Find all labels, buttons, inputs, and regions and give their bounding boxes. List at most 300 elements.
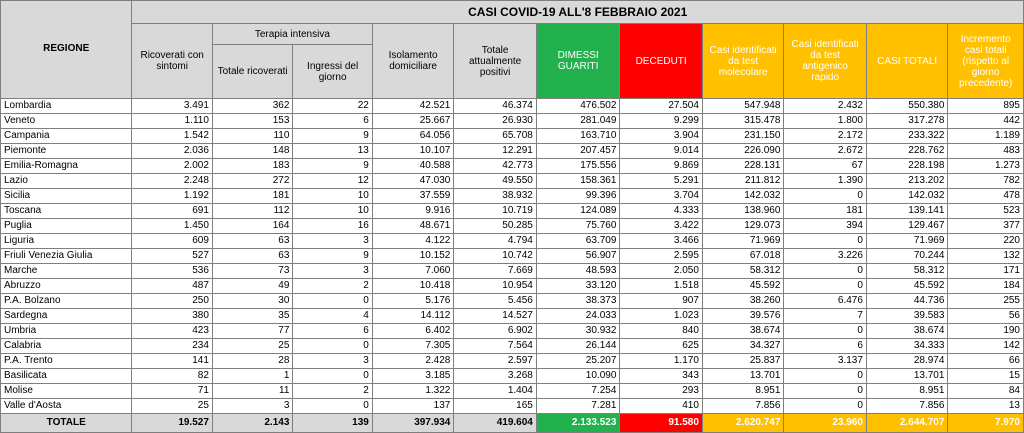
positivi-cell: 26.930 — [454, 114, 537, 129]
totale-ricoverati-cell: 63 — [212, 249, 292, 264]
regione-header-cell — [1, 1, 132, 99]
incremento-cell: 1.189 — [948, 129, 1024, 144]
isolamento-cell: 2.428 — [372, 354, 454, 369]
deceduti-cell: 9.869 — [620, 159, 703, 174]
deceduti-cell: 625 — [620, 339, 703, 354]
terapia-intensiva-header: Terapia intensiva — [212, 24, 372, 45]
ricoverati-cell: 2.248 — [132, 174, 212, 189]
positivi-cell: 38.932 — [454, 189, 537, 204]
casi-totali-header: CASI TOTALI — [866, 24, 948, 99]
ricoverati-cell: 141 — [132, 354, 212, 369]
ingressi-cell: 9 — [293, 159, 372, 174]
regione-cell: Lazio — [1, 174, 132, 189]
deceduti-cell: 3.904 — [620, 129, 703, 144]
molecolare-cell: 39.576 — [702, 309, 784, 324]
ricoverati-header: Ricoverati con sintomi — [132, 24, 212, 99]
positivi-cell: 14.527 — [454, 309, 537, 324]
molecolare-cell: 13.701 — [702, 369, 784, 384]
totale-ricoverati-cell: 73 — [212, 264, 292, 279]
table-row — [1, 354, 1024, 369]
molecolare-cell: 129.073 — [702, 219, 784, 234]
table-row — [1, 189, 1024, 204]
table-row — [1, 144, 1024, 159]
positivi-cell: 2.597 — [454, 354, 537, 369]
ingressi-cell: 10 — [293, 189, 372, 204]
casi-totali-cell: 13.701 — [866, 369, 948, 384]
antigenico-cell: 6 — [784, 339, 867, 354]
ingressi-cell: 2 — [293, 384, 372, 399]
ingressi-cell: 16 — [293, 219, 372, 234]
ricoverati-cell: 1.110 — [132, 114, 212, 129]
ricoverati-cell: 250 — [132, 294, 212, 309]
dimessi-cell: 99.396 — [536, 189, 620, 204]
dimessi-cell: 175.556 — [536, 159, 620, 174]
antigenico-cell: 2.672 — [784, 144, 867, 159]
deceduti-cell: 1.170 — [620, 354, 703, 369]
molecolare-cell: 58.312 — [702, 264, 784, 279]
isolamento-cell: 1.322 — [372, 384, 454, 399]
incremento-cell: 895 — [948, 99, 1024, 114]
molecolare-cell: 38.674 — [702, 324, 784, 339]
incremento-cell: 255 — [948, 294, 1024, 309]
incremento-cell: 483 — [948, 144, 1024, 159]
table-row — [1, 264, 1024, 279]
dimessi-cell: 281.049 — [536, 114, 620, 129]
table-body — [1, 99, 1024, 433]
totale-ricoverati-cell: 272 — [212, 174, 292, 189]
positivi-cell: 49.550 — [454, 174, 537, 189]
ricoverati-cell: 487 — [132, 279, 212, 294]
regione-cell: Calabria — [1, 339, 132, 354]
ingressi-cell: 0 — [293, 399, 372, 414]
antigenico-cell: 3.226 — [784, 249, 867, 264]
positivi-cell: 5.456 — [454, 294, 537, 309]
molecolare-cell: 7.856 — [702, 399, 784, 414]
positivi-cell: 7.564 — [454, 339, 537, 354]
ingressi-cell: 3 — [293, 234, 372, 249]
ricoverati-cell: 527 — [132, 249, 212, 264]
positivi-cell: 1.404 — [454, 384, 537, 399]
deceduti-cell: 343 — [620, 369, 703, 384]
ingressi-cell: 9 — [293, 129, 372, 144]
isolamento-cell: 3.185 — [372, 369, 454, 384]
regione-cell: Abruzzo — [1, 279, 132, 294]
table-row — [1, 369, 1024, 384]
antigenico-cell: 0 — [784, 264, 867, 279]
dimessi-cell: 7.254 — [536, 384, 620, 399]
dimessi-cell: 56.907 — [536, 249, 620, 264]
antigenico-cell: 3.137 — [784, 354, 867, 369]
ricoverati-cell: 691 — [132, 204, 212, 219]
incremento-cell: 523 — [948, 204, 1024, 219]
casi-totali-cell: 228.198 — [866, 159, 948, 174]
molecolare-cell: 45.592 — [702, 279, 784, 294]
molecolare-cell: 38.260 — [702, 294, 784, 309]
ingressi-cell: 6 — [293, 114, 372, 129]
incremento-cell: 377 — [948, 219, 1024, 234]
positivi-cell: 12.291 — [454, 144, 537, 159]
deceduti-cell: 293 — [620, 384, 703, 399]
isolamento-cell: 137 — [372, 399, 454, 414]
incremento-cell: 56 — [948, 309, 1024, 324]
incremento-cell: 13 — [948, 399, 1024, 414]
incremento-cell: 132 — [948, 249, 1024, 264]
positivi-header: Totale attualmente positivi — [454, 24, 537, 99]
casi-totali-cell: 70.244 — [866, 249, 948, 264]
molecolare-cell: 34.327 — [702, 339, 784, 354]
deceduti-cell: 2.595 — [620, 249, 703, 264]
ricoverati-cell: 1.450 — [132, 219, 212, 234]
isolamento-cell: 40.588 — [372, 159, 454, 174]
isolamento-cell: 10.107 — [372, 144, 454, 159]
casi-totali-cell: 7.856 — [866, 399, 948, 414]
totale-ricoverati-cell: 11 — [212, 384, 292, 399]
casi-totali-cell: 8.951 — [866, 384, 948, 399]
regione-cell: Marche — [1, 264, 132, 279]
ricoverati-cell: 536 — [132, 264, 212, 279]
dimessi-cell: 124.089 — [536, 204, 620, 219]
antigenico-cell: 2.172 — [784, 129, 867, 144]
molecolare-cell: 8.951 — [702, 384, 784, 399]
table-row — [1, 219, 1024, 234]
regione-cell: Puglia — [1, 219, 132, 234]
casi-totali-cell: 129.467 — [866, 219, 948, 234]
table-row — [1, 234, 1024, 249]
positivi-cell: 7.669 — [454, 264, 537, 279]
regione-cell: Umbria — [1, 324, 132, 339]
total-totale-ricoverati-cell: 2.143 — [212, 414, 292, 433]
isolamento-cell: 9.916 — [372, 204, 454, 219]
regione-cell: Toscana — [1, 204, 132, 219]
isolamento-cell: 14.112 — [372, 309, 454, 324]
totale-ricoverati-cell: 153 — [212, 114, 292, 129]
totale-ricoverati-cell: 3 — [212, 399, 292, 414]
molecolare-cell: 547.948 — [702, 99, 784, 114]
regione-cell: P.A. Trento — [1, 354, 132, 369]
antigenico-cell: 6.476 — [784, 294, 867, 309]
incremento-cell: 66 — [948, 354, 1024, 369]
incremento-cell: 171 — [948, 264, 1024, 279]
molecolare-cell: 231.150 — [702, 129, 784, 144]
regione-cell: Campania — [1, 129, 132, 144]
ingressi-header: Ingressi del giorno — [293, 45, 372, 99]
deceduti-cell: 9.299 — [620, 114, 703, 129]
ingressi-cell: 12 — [293, 174, 372, 189]
dimessi-cell: 207.457 — [536, 144, 620, 159]
incremento-cell: 442 — [948, 114, 1024, 129]
ricoverati-cell: 234 — [132, 339, 212, 354]
casi-totali-cell: 233.322 — [866, 129, 948, 144]
dimessi-cell: 75.760 — [536, 219, 620, 234]
antigenico-header: Casi identificati da test antigenico rapido — [784, 24, 867, 99]
deceduti-cell: 3.704 — [620, 189, 703, 204]
totale-ricoverati-header: Totale ricoverati — [212, 45, 292, 99]
total-regione-cell: TOTALE — [1, 414, 132, 433]
totale-ricoverati-cell: 1 — [212, 369, 292, 384]
ingressi-cell: 6 — [293, 324, 372, 339]
dimessi-cell: 48.593 — [536, 264, 620, 279]
dimessi-cell: 25.207 — [536, 354, 620, 369]
table-row — [1, 174, 1024, 189]
positivi-cell: 46.374 — [454, 99, 537, 114]
incremento-cell: 15 — [948, 369, 1024, 384]
isolamento-cell: 7.060 — [372, 264, 454, 279]
isolamento-cell: 25.667 — [372, 114, 454, 129]
regione-header: REGIONE — [43, 43, 90, 55]
positivi-cell: 50.285 — [454, 219, 537, 234]
ricoverati-cell: 3.491 — [132, 99, 212, 114]
incremento-header: Incremento casi totali (rispetto al giorno precedente) — [948, 24, 1024, 99]
molecolare-cell: 71.969 — [702, 234, 784, 249]
deceduti-cell: 4.333 — [620, 204, 703, 219]
incremento-cell: 782 — [948, 174, 1024, 189]
incremento-cell: 1.273 — [948, 159, 1024, 174]
table-row — [1, 279, 1024, 294]
deceduti-cell: 3.422 — [620, 219, 703, 234]
casi-totali-cell: 71.969 — [866, 234, 948, 249]
totale-ricoverati-cell: 148 — [212, 144, 292, 159]
regione-cell: Liguria — [1, 234, 132, 249]
dimessi-cell: 158.361 — [536, 174, 620, 189]
ingressi-cell: 9 — [293, 249, 372, 264]
molecolare-cell: 138.960 — [702, 204, 784, 219]
deceduti-cell: 1.518 — [620, 279, 703, 294]
dimessi-cell: 38.373 — [536, 294, 620, 309]
antigenico-cell: 0 — [784, 369, 867, 384]
casi-totali-cell: 45.592 — [866, 279, 948, 294]
casi-totali-cell: 142.032 — [866, 189, 948, 204]
totale-ricoverati-cell: 28 — [212, 354, 292, 369]
total-dimessi-cell: 2.133.523 — [536, 414, 620, 433]
incremento-cell: 142 — [948, 339, 1024, 354]
total-casi-totali-cell: 2.644.707 — [866, 414, 948, 433]
casi-totali-cell: 44.736 — [866, 294, 948, 309]
totale-ricoverati-cell: 49 — [212, 279, 292, 294]
dimessi-cell: 476.502 — [536, 99, 620, 114]
dimessi-cell: 30.932 — [536, 324, 620, 339]
table-row — [1, 294, 1024, 309]
deceduti-cell: 2.050 — [620, 264, 703, 279]
isolamento-cell: 37.559 — [372, 189, 454, 204]
regione-cell: Sicilia — [1, 189, 132, 204]
dimessi-cell: 7.281 — [536, 399, 620, 414]
table-row — [1, 99, 1024, 114]
casi-totali-cell: 317.278 — [866, 114, 948, 129]
ricoverati-cell: 25 — [132, 399, 212, 414]
regione-cell: Basilicata — [1, 369, 132, 384]
casi-totali-cell: 213.202 — [866, 174, 948, 189]
ingressi-cell: 0 — [293, 369, 372, 384]
regione-cell: Friuli Venezia Giulia — [1, 249, 132, 264]
ricoverati-cell: 71 — [132, 384, 212, 399]
dimessi-cell: 26.144 — [536, 339, 620, 354]
isolamento-cell: 48.671 — [372, 219, 454, 234]
incremento-cell: 478 — [948, 189, 1024, 204]
antigenico-cell: 1.800 — [784, 114, 867, 129]
ricoverati-cell: 2.036 — [132, 144, 212, 159]
total-isolamento-cell: 397.934 — [372, 414, 454, 433]
table-row — [1, 114, 1024, 129]
total-antigenico-cell: 23.960 — [784, 414, 867, 433]
totale-ricoverati-cell: 30 — [212, 294, 292, 309]
ricoverati-cell: 380 — [132, 309, 212, 324]
regione-cell: Lombardia — [1, 99, 132, 114]
ingressi-cell: 0 — [293, 294, 372, 309]
isolamento-cell: 6.402 — [372, 324, 454, 339]
table-row — [1, 324, 1024, 339]
casi-totali-cell: 139.141 — [866, 204, 948, 219]
ingressi-cell: 0 — [293, 339, 372, 354]
dimessi-cell: 163.710 — [536, 129, 620, 144]
ingressi-cell: 22 — [293, 99, 372, 114]
molecolare-cell: 315.478 — [702, 114, 784, 129]
positivi-cell: 165 — [454, 399, 537, 414]
total-ingressi-cell: 139 — [293, 414, 372, 433]
isolamento-header: Isolamento domiciliare — [372, 24, 454, 99]
isolamento-cell: 47.030 — [372, 174, 454, 189]
deceduti-cell: 27.504 — [620, 99, 703, 114]
antigenico-cell: 1.390 — [784, 174, 867, 189]
ingressi-cell: 4 — [293, 309, 372, 324]
ingressi-cell: 10 — [293, 204, 372, 219]
ingressi-cell: 13 — [293, 144, 372, 159]
isolamento-cell: 10.152 — [372, 249, 454, 264]
antigenico-cell: 67 — [784, 159, 867, 174]
totale-ricoverati-cell: 110 — [212, 129, 292, 144]
positivi-cell: 3.268 — [454, 369, 537, 384]
antigenico-cell: 0 — [784, 234, 867, 249]
ricoverati-cell: 82 — [132, 369, 212, 384]
isolamento-cell: 5.176 — [372, 294, 454, 309]
total-molecolare-cell: 2.620.747 — [702, 414, 784, 433]
regione-cell: Emilia-Romagna — [1, 159, 132, 174]
regione-cell: Molise — [1, 384, 132, 399]
isolamento-cell: 10.418 — [372, 279, 454, 294]
ricoverati-cell: 1.192 — [132, 189, 212, 204]
totale-ricoverati-cell: 35 — [212, 309, 292, 324]
antigenico-cell: 0 — [784, 279, 867, 294]
isolamento-cell: 64.056 — [372, 129, 454, 144]
ricoverati-cell: 609 — [132, 234, 212, 249]
deceduti-header: DECEDUTI — [620, 24, 703, 99]
isolamento-cell: 7.305 — [372, 339, 454, 354]
deceduti-cell: 410 — [620, 399, 703, 414]
table-row — [1, 399, 1024, 414]
casi-totali-cell: 28.974 — [866, 354, 948, 369]
molecolare-header: Casi identificati da test molecolare — [702, 24, 784, 99]
deceduti-cell: 840 — [620, 324, 703, 339]
antigenico-cell: 181 — [784, 204, 867, 219]
total-row — [1, 414, 1024, 433]
table-row — [1, 159, 1024, 174]
incremento-cell: 84 — [948, 384, 1024, 399]
casi-totali-cell: 550.380 — [866, 99, 948, 114]
total-incremento-cell: 7.970 — [948, 414, 1024, 433]
deceduti-cell: 9.014 — [620, 144, 703, 159]
totale-ricoverati-cell: 112 — [212, 204, 292, 219]
dimessi-cell: 63.709 — [536, 234, 620, 249]
ingressi-cell: 3 — [293, 354, 372, 369]
ricoverati-cell: 423 — [132, 324, 212, 339]
totale-ricoverati-cell: 164 — [212, 219, 292, 234]
totale-ricoverati-cell: 77 — [212, 324, 292, 339]
antigenico-cell: 0 — [784, 399, 867, 414]
molecolare-cell: 25.837 — [702, 354, 784, 369]
positivi-cell: 6.902 — [454, 324, 537, 339]
positivi-cell: 10.742 — [454, 249, 537, 264]
deceduti-cell: 3.466 — [620, 234, 703, 249]
antigenico-cell: 0 — [784, 189, 867, 204]
dimessi-cell: 10.090 — [536, 369, 620, 384]
casi-totali-cell: 34.333 — [866, 339, 948, 354]
table-row — [1, 339, 1024, 354]
antigenico-cell: 7 — [784, 309, 867, 324]
positivi-cell: 4.794 — [454, 234, 537, 249]
dimessi-header: DIMESSI GUARITI — [536, 24, 620, 99]
ingressi-cell: 3 — [293, 264, 372, 279]
casi-totali-cell: 39.583 — [866, 309, 948, 324]
total-positivi-cell: 419.604 — [454, 414, 537, 433]
molecolare-cell: 228.131 — [702, 159, 784, 174]
total-deceduti-cell: 91.580 — [620, 414, 703, 433]
positivi-cell: 65.708 — [454, 129, 537, 144]
deceduti-cell: 1.023 — [620, 309, 703, 324]
ingressi-cell: 2 — [293, 279, 372, 294]
molecolare-cell: 226.090 — [702, 144, 784, 159]
regione-cell: Valle d'Aosta — [1, 399, 132, 414]
molecolare-cell: 142.032 — [702, 189, 784, 204]
incremento-cell: 184 — [948, 279, 1024, 294]
table-row — [1, 384, 1024, 399]
totale-ricoverati-cell: 183 — [212, 159, 292, 174]
ricoverati-cell: 2.002 — [132, 159, 212, 174]
total-ricoverati-cell: 19.527 — [132, 414, 212, 433]
table-row — [1, 204, 1024, 219]
ricoverati-cell: 1.542 — [132, 129, 212, 144]
dimessi-cell: 24.033 — [536, 309, 620, 324]
table-row — [1, 249, 1024, 264]
totale-ricoverati-cell: 63 — [212, 234, 292, 249]
deceduti-cell: 5.291 — [620, 174, 703, 189]
deceduti-cell: 907 — [620, 294, 703, 309]
totale-ricoverati-cell: 362 — [212, 99, 292, 114]
totale-ricoverati-cell: 181 — [212, 189, 292, 204]
table-title: CASI COVID-19 ALL'8 FEBBRAIO 2021 — [132, 1, 1024, 24]
antigenico-cell: 0 — [784, 324, 867, 339]
dimessi-cell: 33.120 — [536, 279, 620, 294]
totale-ricoverati-cell: 25 — [212, 339, 292, 354]
antigenico-cell: 2.432 — [784, 99, 867, 114]
isolamento-cell: 42.521 — [372, 99, 454, 114]
casi-totali-cell: 228.762 — [866, 144, 948, 159]
positivi-cell: 10.719 — [454, 204, 537, 219]
table-row — [1, 309, 1024, 324]
table-row — [1, 129, 1024, 144]
antigenico-cell: 0 — [784, 384, 867, 399]
molecolare-cell: 67.018 — [702, 249, 784, 264]
casi-totali-cell: 58.312 — [866, 264, 948, 279]
incremento-cell: 190 — [948, 324, 1024, 339]
casi-totali-cell: 38.674 — [866, 324, 948, 339]
positivi-cell: 10.954 — [454, 279, 537, 294]
isolamento-cell: 4.122 — [372, 234, 454, 249]
regione-cell: Veneto — [1, 114, 132, 129]
regione-cell: Sardegna — [1, 309, 132, 324]
regione-cell: P.A. Bolzano — [1, 294, 132, 309]
molecolare-cell: 211.812 — [702, 174, 784, 189]
incremento-cell: 220 — [948, 234, 1024, 249]
positivi-cell: 42.773 — [454, 159, 537, 174]
